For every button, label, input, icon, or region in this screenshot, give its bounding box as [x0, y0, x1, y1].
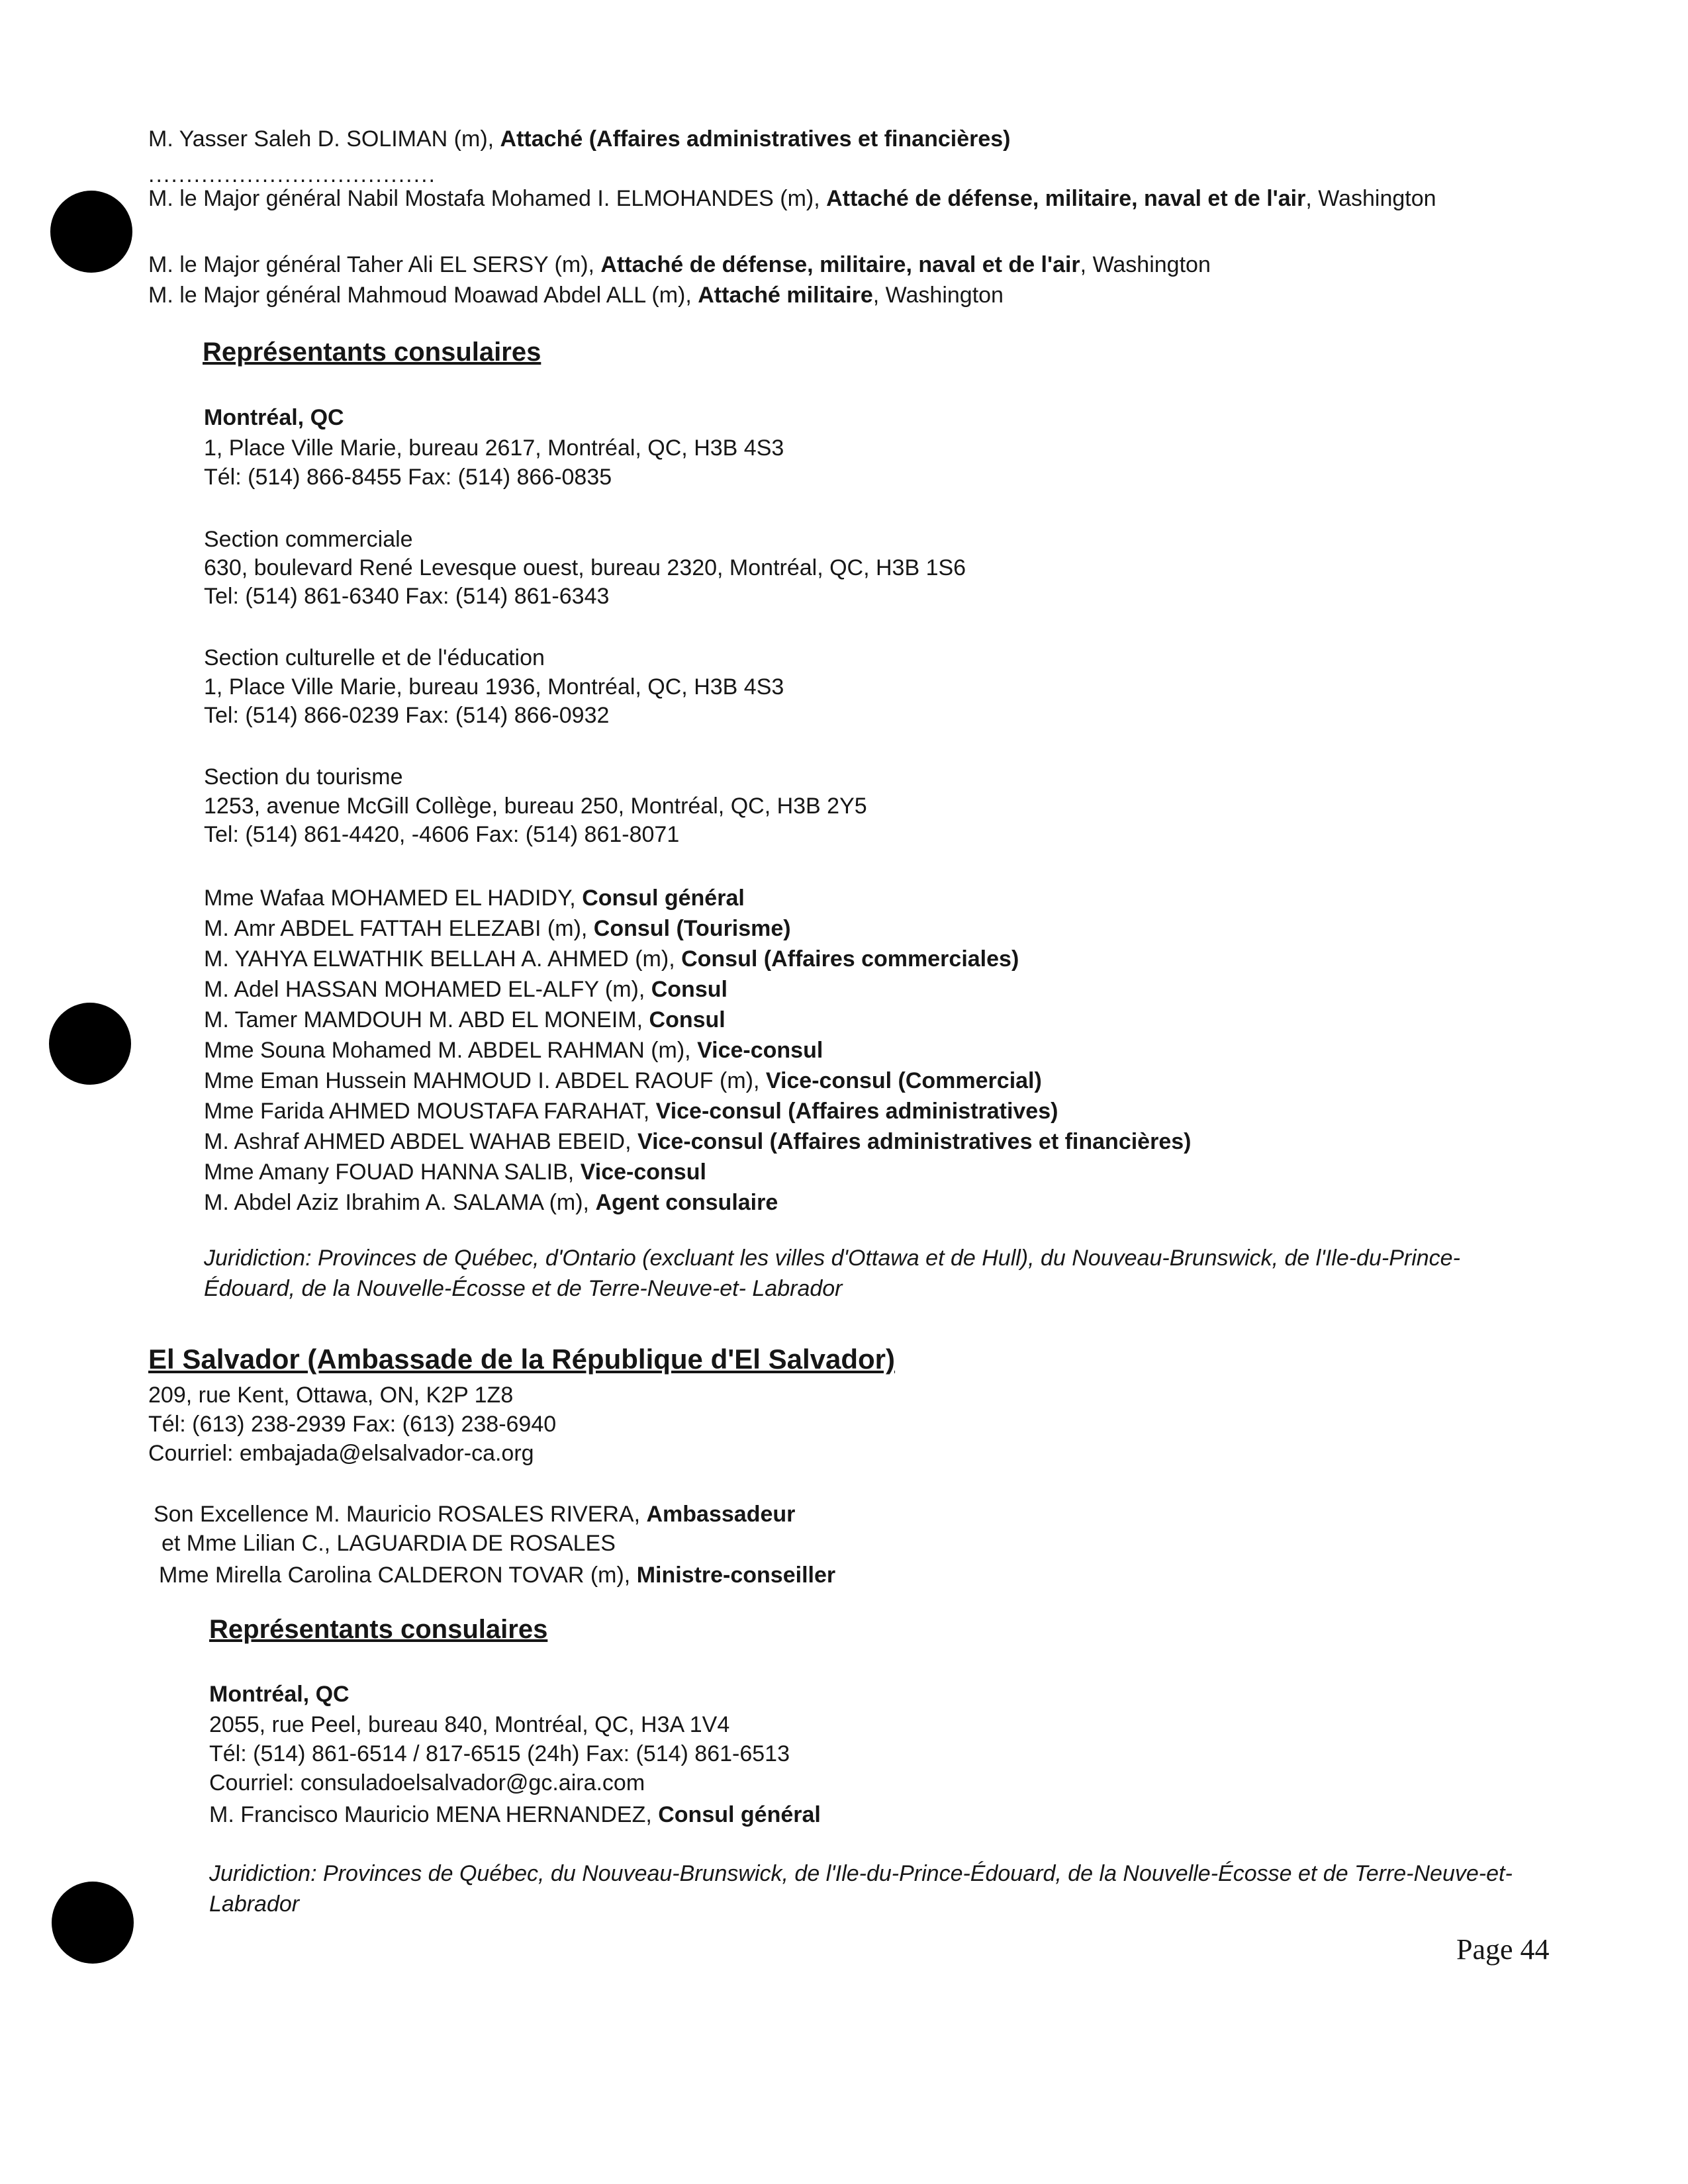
staff-line-abdel-all [148, 281, 1004, 310]
consul-title: Consul général [582, 886, 745, 911]
consul-title: Consul général [658, 1802, 821, 1827]
minister-line [159, 1561, 835, 1590]
consul-name: M. Abdel Aziz Ibrahim A. SALAMA (m), [204, 1190, 596, 1215]
embassy-email: Courriel: embajada@elsalvador-ca.org [148, 1441, 534, 1466]
consul-title: Vice-consul (Affaires administratives et financières) [637, 1129, 1192, 1154]
consul-line [204, 1097, 1058, 1126]
staff-name: M. le Major général Taher Ali EL SERSY (m), [148, 252, 601, 277]
staff-title: Attaché militaire [698, 283, 873, 308]
embassy-phone: Tél: (613) 238-2939 Fax: (613) 238-6940 [148, 1412, 557, 1437]
minister-name: Mme Mirella Carolina CALDERON TOVAR (m), [159, 1563, 637, 1588]
consul-line [204, 975, 727, 1004]
ambassador-title: Ambassadeur [646, 1502, 796, 1527]
staff-place: , Washington [1080, 252, 1211, 277]
consul-line [204, 914, 791, 943]
staff-name: M. le Major général Nabil Mostafa Mohamed I. ELMOHANDES (m), [148, 186, 827, 211]
page-number: Page 44 [1456, 1933, 1550, 1966]
staff-line-soliman [148, 124, 1010, 154]
embassy-title: El Salvador (Ambassade de la République d'El Salvador) [148, 1343, 895, 1375]
consul-line [204, 1005, 726, 1034]
ambassador-spouse: et Mme Lilian C., LAGUARDIA DE ROSALES [162, 1531, 616, 1556]
consular-heading: Représentants consulaires [203, 338, 541, 367]
embassy-address: 209, rue Kent, Ottawa, ON, K2P 1Z8 [148, 1383, 514, 1408]
consul-line [204, 1127, 1191, 1156]
consul-name: Mme Farida AHMED MOUSTAFA FARAHAT, [204, 1099, 656, 1124]
consul-title: Agent consulaire [595, 1190, 778, 1215]
staff-name: M. Yasser Saleh D. SOLIMAN (m), [148, 126, 500, 152]
tourism-section-address: 1253, avenue McGill Collège, bureau 250, Montréal, QC, H3B 2Y5 [204, 794, 867, 819]
commercial-section-address: 630, boulevard René Levesque ouest, bureau 2320, Montréal, QC, H3B 1S6 [204, 555, 966, 580]
consul-name: Mme Wafaa MOHAMED EL HADIDY, [204, 886, 583, 911]
consulate-address: 1, Place Ville Marie, bureau 2617, Montréal, QC, H3B 4S3 [204, 435, 784, 461]
punch-hole-bottom [52, 1882, 134, 1964]
consul-line [204, 884, 745, 913]
ambassador-name: Son Excellence M. Mauricio ROSALES RIVERA, [154, 1502, 647, 1527]
staff-title: Attaché de défense, militaire, naval et de l'air [826, 186, 1306, 211]
culture-section-label: Section culturelle et de l'éducation [204, 645, 545, 670]
staff-title: Attaché de défense, militaire, naval et de l'air [600, 252, 1080, 277]
consul-title: Consul (Affaires commerciales) [681, 946, 1019, 972]
consul-line [204, 1036, 823, 1065]
consulate-phone: Tél: (514) 866-8455 Fax: (514) 866-0835 [204, 465, 612, 490]
consul-line [204, 1066, 1042, 1095]
consulate-email: Courriel: consuladoelsalvador@gc.aira.com [209, 1770, 645, 1796]
consul-name: M. Tamer MAMDOUH M. ABD EL MONEIM, [204, 1007, 649, 1032]
consul-title: Vice-consul [697, 1038, 823, 1063]
separator-dots: ...................................... [148, 162, 436, 187]
culture-section-address: 1, Place Ville Marie, bureau 1936, Montréal, QC, H3B 4S3 [204, 674, 784, 700]
consul-name: M. Ashraf AHMED ABDEL WAHAB EBEID, [204, 1129, 637, 1154]
consul-line [204, 1158, 706, 1187]
consul-title: Vice-consul [580, 1160, 706, 1185]
punch-hole-top [50, 191, 132, 273]
tourism-section-phone: Tel: (514) 861-4420, -4606 Fax: (514) 861-8071 [204, 822, 680, 847]
staff-line-el-sersy [148, 250, 1211, 279]
staff-place: , Washington [1305, 186, 1436, 211]
consul-line [209, 1800, 821, 1829]
consul-name: M. Francisco Mauricio MENA HERNANDEZ, [209, 1802, 659, 1827]
consular-heading: Représentants consulaires [209, 1615, 548, 1644]
consulate-address: 2055, rue Peel, bureau 840, Montréal, QC, H3A 1V4 [209, 1712, 730, 1737]
jurisdiction-note: Juridiction: Provinces de Québec, du Nouveau-Brunswick, de l'Ile-du-Prince-Édouard, de la Nouvelle-Écosse et de Terre-Neuve-et- Labrador [209, 1861, 1513, 1917]
staff-title: Attaché (Affaires administratives et financières) [500, 126, 1011, 152]
jurisdiction-note: Juridiction: Provinces de Québec, d'Ontario (excluant les villes d'Ottawa et de Hull), du Nouveau-Brunswick, de l'Ile-du-Prince-Édouard, de la Nouvelle-Écosse et de Terre-Neuve-et- Labrador [204, 1246, 1460, 1301]
punch-hole-middle [49, 1003, 131, 1085]
staff-place: , Washington [872, 283, 1004, 308]
consulate-phone: Tél: (514) 861-6514 / 817-6515 (24h) Fax: (514) 861-6513 [209, 1741, 790, 1766]
consul-name: M. Amr ABDEL FATTAH ELEZABI (m), [204, 916, 594, 941]
consul-title: Consul [651, 977, 727, 1002]
ambassador-line [154, 1500, 795, 1529]
consul-name: M. YAHYA ELWATHIK BELLAH A. AHMED (m), [204, 946, 682, 972]
consul-title: Vice-consul (Commercial) [765, 1068, 1042, 1093]
consul-title: Consul [649, 1007, 726, 1032]
consul-title: Consul (Tourisme) [593, 916, 791, 941]
consulate-city: Montréal, QC [209, 1682, 350, 1707]
consul-name: Mme Amany FOUAD HANNA SALIB, [204, 1160, 581, 1185]
commercial-section-label: Section commerciale [204, 527, 413, 552]
consul-name: Mme Souna Mohamed M. ABDEL RAHMAN (m), [204, 1038, 698, 1063]
consul-line [204, 944, 1019, 974]
consulate-city: Montréal, QC [204, 405, 344, 430]
commercial-section-phone: Tel: (514) 861-6340 Fax: (514) 861-6343 [204, 584, 610, 609]
consul-line [204, 1188, 778, 1217]
staff-line-elmohandes [148, 184, 1439, 213]
culture-section-phone: Tel: (514) 866-0239 Fax: (514) 866-0932 [204, 703, 610, 728]
consul-title: Vice-consul (Affaires administratives) [655, 1099, 1058, 1124]
tourism-section-label: Section du tourisme [204, 764, 403, 790]
minister-title: Ministre-conseiller [636, 1563, 836, 1588]
staff-name: M. le Major général Mahmoud Moawad Abdel ALL (m), [148, 283, 698, 308]
consul-name: M. Adel HASSAN MOHAMED EL-ALFY (m), [204, 977, 651, 1002]
consul-name: Mme Eman Hussein MAHMOUD I. ABDEL RAOUF (m), [204, 1068, 766, 1093]
